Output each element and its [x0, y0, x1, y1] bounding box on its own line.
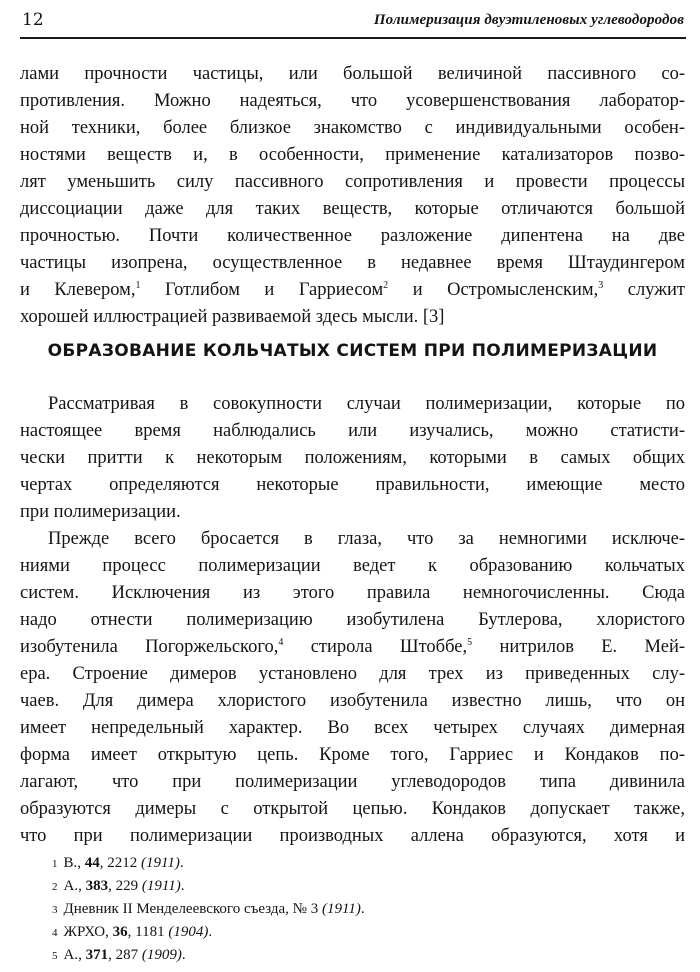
text-line: противления. Можно надеяться, что усовершенствования лаборатор-	[20, 91, 685, 111]
text-line: при полимеризации.	[20, 502, 181, 522]
footnote-ref[interactable]: 2	[383, 280, 389, 291]
text-run: стирола Штоббе,	[283, 637, 468, 657]
footnote-number: 3	[52, 904, 58, 916]
footnote: 1 B., 44, 2212 (1911).	[52, 855, 184, 871]
header-rule	[20, 37, 686, 39]
footnote: 3 Дневник II Менделеевского съезда, № 3 (1911).	[52, 901, 365, 917]
text-line: что при полимеризации производных аллена образуются, хотя и	[20, 826, 685, 846]
footnote: 5 A., 371, 287 (1909).	[52, 947, 186, 963]
volume: 383	[85, 878, 109, 894]
footnote-number: 1	[52, 858, 58, 870]
text-run: и Клевером,	[20, 280, 136, 300]
volume: 36	[112, 924, 128, 940]
page-number: 12	[22, 10, 44, 30]
text-line: надо отнести полимеризацию изобутилена Бутлерова, хлористого	[20, 610, 685, 630]
text-line: лами прочности частицы, или большой величиной пассивного со-	[20, 64, 685, 84]
volume: 44	[84, 855, 100, 871]
year: (1911)	[141, 878, 181, 894]
text-line: ера. Строение димеров установлено для трех из приведенных слу-	[20, 664, 685, 684]
footnote-number: 2	[52, 881, 58, 893]
text-run: нитрилов Е. Мей-	[472, 637, 685, 657]
year: (1904)	[168, 924, 209, 940]
text-line: форма имеет открытую цепь. Кроме того, Гарриес и Кондаков по-	[20, 745, 685, 765]
footnote-number: 4	[52, 927, 58, 939]
text-line: образуются димеры с открытой цепью. Кондаков допускает также,	[20, 799, 685, 819]
text-line: чески притти к некоторым положениям, которыми в самых общих	[20, 448, 685, 468]
page-header	[22, 8, 684, 32]
footnote: 2 A., 383, 229 (1911).	[52, 878, 185, 894]
text-line: частицы изопрена, осуществленное в недавнее время Штаудингером	[20, 253, 685, 273]
text-line: имеет непредельный характер. Во всех четырех случаях димерная	[20, 718, 685, 738]
text-line: диссоциации даже для таких веществ, которые отличаются большой	[20, 199, 685, 219]
text-line-with-footnotes	[20, 633, 685, 661]
text-line: чертах определяются некоторые правильности, имеющие место	[20, 475, 685, 495]
text-line: хорошей иллюстрацией развиваемой здесь мысли. [3]	[20, 307, 445, 327]
volume: 371	[85, 947, 109, 963]
text-line: Рассматривая в совокупности случаи полимеризации, которые по	[48, 394, 685, 414]
text-run: и Остромысленским,	[388, 280, 599, 300]
section-heading: ОБРАЗОВАНИЕ КОЛЬЧАТЫХ СИСТЕМ ПРИ ПОЛИМЕРИЗАЦИИ	[47, 341, 658, 361]
footnote-ref[interactable]: 3	[598, 280, 604, 291]
text-line: лят уменьшить силу пассивного сопротивления и провести процессы	[20, 172, 685, 192]
text-line: прочностью. Почти количественное разложение дипентена на две	[20, 226, 685, 246]
text-line: лагают, что при полимеризации углеводородов типа дивинила	[20, 772, 685, 792]
footnote-ref[interactable]: 4	[278, 637, 284, 648]
text-line: настоящее время наблюдались или изучались, можно статисти-	[20, 421, 685, 441]
year: (1911)	[321, 901, 361, 917]
text-line: ниями процесс полимеризации ведет к образованию кольчатых	[20, 556, 685, 576]
text-line: ностями веществ и, в особенности, применение катализаторов позво-	[20, 145, 685, 165]
footnote-number: 5	[52, 950, 58, 962]
text-run: Готлибом и Гарриесом	[140, 280, 384, 300]
footnote-ref[interactable]: 5	[467, 637, 473, 648]
text-line: систем. Исключения из этого правила немногочисленны. Сюда	[20, 583, 685, 603]
footnote-ref[interactable]: 1	[135, 280, 141, 291]
text-line-with-footnotes	[20, 276, 685, 304]
year: (1911)	[141, 855, 180, 871]
year: (1909)	[141, 947, 182, 963]
text-line: чаев. Для димера хлористого изобутенила известно лишь, что он	[20, 691, 685, 711]
footnote: 4 ЖРХО, 36, 1181 (1904).	[52, 924, 213, 940]
text-run: изобутенила Погоржельского,	[20, 637, 279, 657]
text-run: служит	[603, 280, 685, 300]
text-line: Прежде всего бросается в глаза, что за немногими исключе-	[48, 529, 685, 549]
text-line: ной техники, более близкое знакомство с индивидуальными особен-	[20, 118, 685, 138]
running-title: Полимеризация двуэтиленовых углеводородов	[373, 12, 684, 28]
